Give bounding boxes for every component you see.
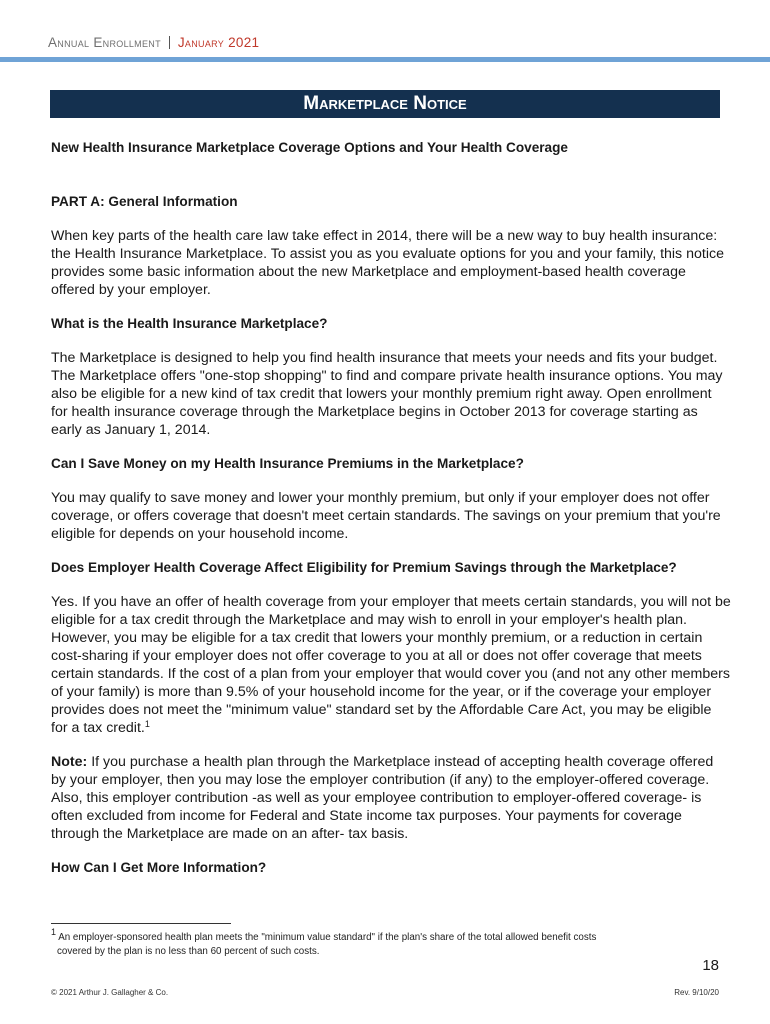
part-a-intro: When key parts of the health care law take effect in 2014, there will be a new way to buy health insurance: the Health Insurance Marketplace. To assist you as you evaluate options for you and your family, this notice provides some basic information about the new Marketplace and employment-based health coverage offered by your employer. — [51, 228, 724, 298]
note-paragraph — [51, 753, 731, 843]
revision-date: Rev. 9/10/20 — [674, 988, 719, 997]
footnote — [51, 927, 731, 959]
footnote-line-2: covered by the plan is no less than 60 percent of such costs. — [57, 946, 320, 957]
section-body-marketplace: The Marketplace is designed to help you find health insurance that meets your needs and fits your budget. The Marketplace offers "one-stop shopping" to find and compare private health insurance options. You may also be eligible for a new kind of tax credit that lowers your monthly premium right away. Open enrollment for health insurance coverage through the Marketplace begins in October 2013 for coverage starting as early as January 1, 2014. — [51, 350, 723, 438]
copyright: © 2021 Arthur J. Gallagher & Co. — [51, 988, 169, 997]
footnote-rule — [51, 923, 231, 924]
footnote-number: 1 — [51, 927, 57, 937]
section-body-save-money: You may qualify to save money and lower your monthly premium, but only if your employer does not offer coverage, or offers coverage that doesn't meet certain standards. The savings on your premium that you're eligible for depends on your household income. — [51, 490, 721, 542]
footnote-ref: 1 — [144, 719, 150, 729]
notice-body — [51, 139, 731, 877]
more-info-heading: How Can I Get More Information? — [51, 860, 267, 875]
page-number: 18 — [702, 957, 719, 974]
header-divider — [169, 36, 170, 49]
header-enrollment: Annual Enrollment — [48, 35, 161, 50]
running-header — [48, 35, 259, 50]
footnote-line-1: An employer-sponsored health plan meets the "minimum value standard" if the plan's share of the total allowed benefit costs — [56, 932, 597, 943]
header-rule — [0, 57, 770, 62]
note-label: Note: — [51, 754, 88, 770]
section-heading-eligibility: Does Employer Health Coverage Affect Eligibility for Premium Savings through the Marketplace? — [51, 560, 677, 575]
part-a-heading: PART A: General Information — [51, 194, 238, 209]
note-text: If you purchase a health plan through the Marketplace instead of accepting health coverage offered by your employer, then you may lose the employer contribution (if any) to the employer-offered coverage. Also, this employer contribution -as well as your employee contribution to employer-offered coverage- is often excluded from income for Federal and State income tax purposes. Your payments for coverage through the Marketplace are made on an after- tax basis. — [51, 754, 714, 842]
eligibility-text: Yes. If you have an offer of health coverage from your employer that meets certain standards, you will not be eligible for a tax credit through the Marketplace and may wish to enroll in your employer's health plan. However, you may be eligible for a tax credit that lowers your monthly premium, or a reduction in certain cost-sharing if your employer does not offer coverage to you at all or does not offer coverage that meets certain standards. If the cost of a plan from your employer that would cover you (and not any other members of your family) is more than 9.5% of your household income for the year, or if the coverage your employer provides does not meet the "minimum value" standard set by the Affordable Care Act, you may be eligible for a tax credit. — [51, 594, 731, 736]
header-date: January 2021 — [177, 35, 260, 50]
section-banner: Marketplace Notice — [50, 90, 720, 118]
notice-subtitle: New Health Insurance Marketplace Coverage Options and Your Health Coverage — [51, 140, 568, 155]
section-heading-marketplace: What is the Health Insurance Marketplace? — [51, 316, 328, 331]
section-body-eligibility — [51, 593, 731, 737]
section-heading-save-money: Can I Save Money on my Health Insurance Premiums in the Marketplace? — [51, 456, 524, 471]
